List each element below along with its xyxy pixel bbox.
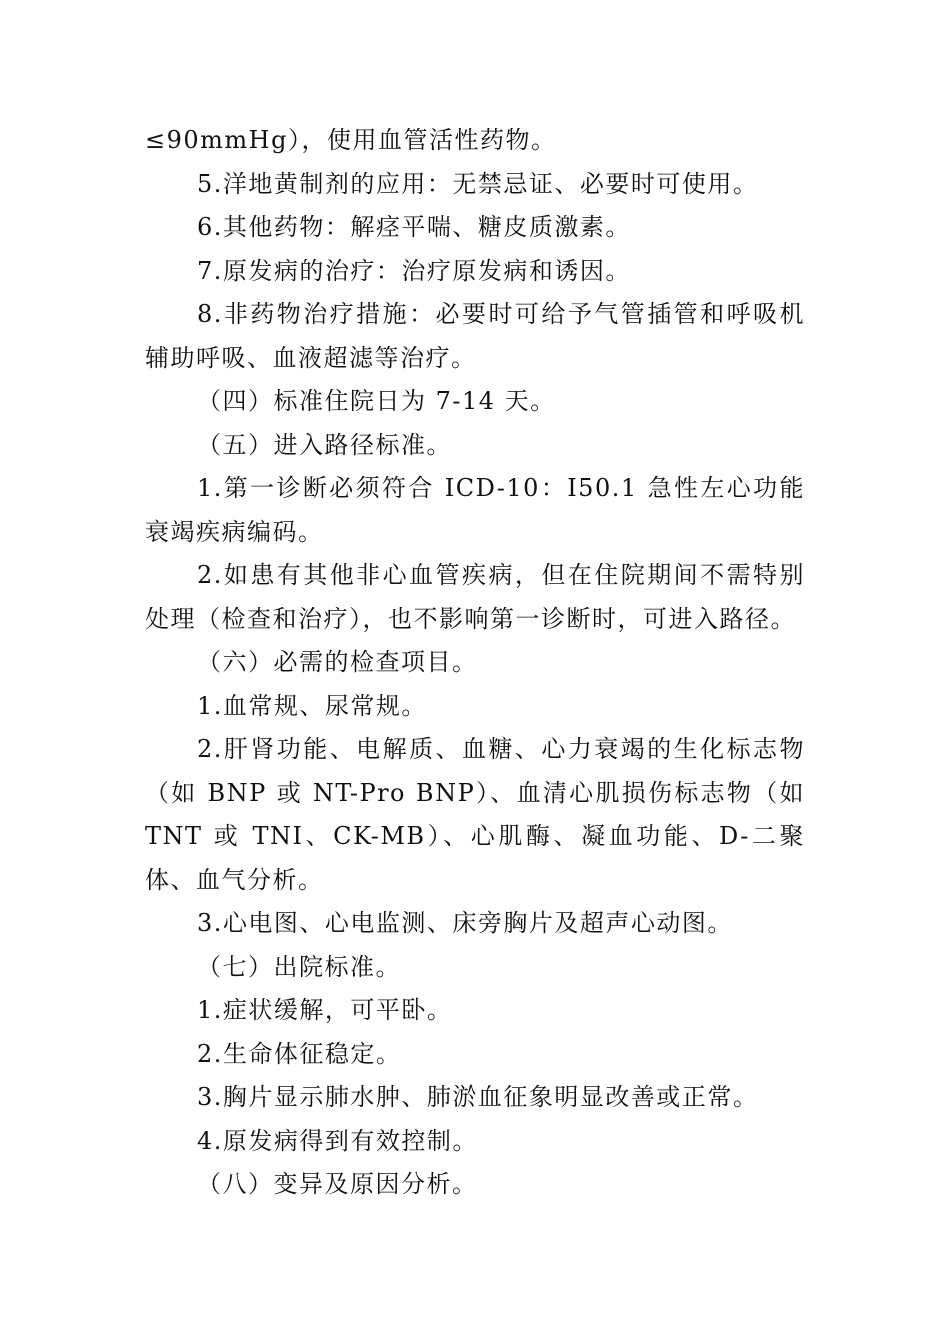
paragraph-biochemical-tests: 2.肝肾功能、电解质、血糖、心力衰竭的生化标志物（如 BNP 或 NT-Pro BNP）、血清心肌损伤标志物（如 TNT 或 TNI、CK-MB）、心肌酶、凝血功能、D-二聚体、血气分析。 [145, 735, 805, 894]
paragraph-chest-xray: 3.胸片显示肺水肿、肺淤血征象明显改善或正常。 [197, 1083, 759, 1111]
paragraph-vital-signs: 2.生命体征稳定。 [197, 1039, 402, 1068]
paragraph-first-diagnosis: 1.第一诊断必须符合 ICD-10：I50.1 急性左心功能衰竭疾病编码。 [145, 474, 805, 546]
paragraph-digitalis: 5.洋地黄制剂的应用：无禁忌证、必要时可使用。 [197, 169, 759, 198]
paragraph-routine-tests: 1.血常规、尿常规。 [197, 691, 427, 720]
section-heading-length-of-stay: （四）标准住院日为 7-14 天。 [197, 387, 556, 415]
paragraph-primary-disease-treatment: 7.原发病的治疗：治疗原发病和诱因。 [197, 256, 631, 285]
paragraph-primary-disease-control: 4.原发病得到有效控制。 [197, 1126, 478, 1155]
section-heading-variation-analysis: （八）变异及原因分析。 [197, 1170, 478, 1198]
section-heading-discharge-criteria: （七）出院标准。 [197, 952, 401, 981]
paragraph-comorbidity: 2.如患有其他非心血管疾病，但在住院期间不需特别处理（检查和治疗），也不影响第一诊断时，可进入路径。 [145, 561, 805, 633]
document-page [145, 119, 805, 1207]
section-heading-required-tests: （六）必需的检查项目。 [197, 648, 478, 676]
section-heading-entry-criteria: （五）进入路径标准。 [197, 430, 452, 459]
paragraph-imaging-tests: 3.心电图、心电监测、床旁胸片及超声心动图。 [197, 909, 733, 937]
paragraph-non-drug-treatment: 8.非药物治疗措施：必要时可给予气管插管和呼吸机辅助呼吸、血液超滤等治疗。 [145, 300, 805, 372]
paragraph-bp-vasoactive: ≤90mmHg），使用血管活性药物。 [145, 126, 557, 154]
paragraph-symptom-relief: 1.症状缓解，可平卧。 [197, 996, 453, 1024]
paragraph-other-drugs: 6.其他药物：解痉平喘、糖皮质激素。 [197, 213, 631, 241]
